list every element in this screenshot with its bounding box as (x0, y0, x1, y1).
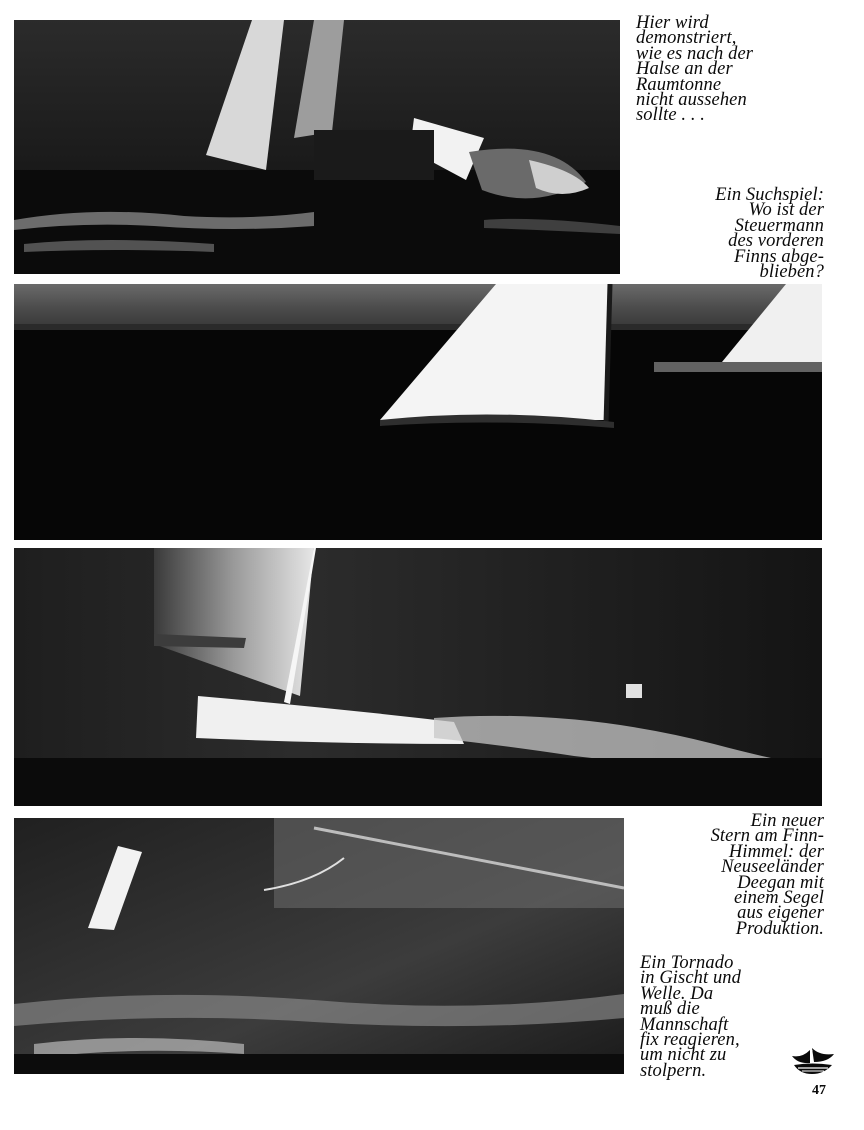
caption-line: aus eigener (737, 903, 824, 924)
caption-line: Himmel: der (728, 841, 824, 862)
caption-line: um nicht zu (640, 1045, 727, 1066)
caption-line: wie es nach der (636, 43, 754, 64)
caption-line: Wo ist der (748, 200, 824, 221)
caption-line: blieben? (759, 262, 824, 283)
photo-finn-missing-helmsman (14, 284, 822, 540)
photo-deegan-finn (14, 548, 822, 806)
caption-line: einem Segel (734, 888, 824, 909)
caption-line: Ein Tornado (640, 953, 734, 973)
photo-gybe-capsize (14, 20, 620, 274)
caption-new-star-finn (620, 811, 824, 939)
caption-line: Welle. Da (640, 983, 714, 1004)
photo-tornado-spray (14, 818, 624, 1074)
caption-gybe-demonstration (636, 13, 836, 126)
caption-line: Ein neuer (750, 811, 824, 831)
caption-line: Neuseeländer (721, 857, 824, 878)
caption-line: Finns abge- (734, 246, 824, 267)
caption-line: Deegan mit (737, 872, 824, 893)
caption-line: Mannschaft (640, 1014, 729, 1035)
caption-line: sollte . . . (636, 105, 706, 126)
caption-line: Hier wird (636, 13, 709, 33)
caption-line: Ein Suchspiel: (715, 185, 824, 205)
caption-search-game (620, 185, 824, 283)
caption-line: muß die (640, 999, 700, 1020)
caption-line: Raumtonne (636, 74, 722, 95)
caption-line: nicht aussehen (636, 90, 747, 111)
caption-line: in Gischt und (640, 968, 741, 989)
caption-line: fix reagieren, (640, 1030, 740, 1051)
caption-line: Halse an der (636, 59, 733, 80)
caption-line: Stern am Finn- (710, 826, 824, 847)
page-number: 47 (812, 1083, 826, 1098)
caption-line: Steuermann (734, 215, 824, 236)
caption-line: des vorderen (728, 231, 824, 252)
caption-line: Produktion. (735, 918, 824, 939)
caption-line: stolpern. (640, 1060, 707, 1081)
sailboat-logo-icon (790, 1046, 836, 1076)
caption-line: demonstriert, (636, 28, 737, 49)
